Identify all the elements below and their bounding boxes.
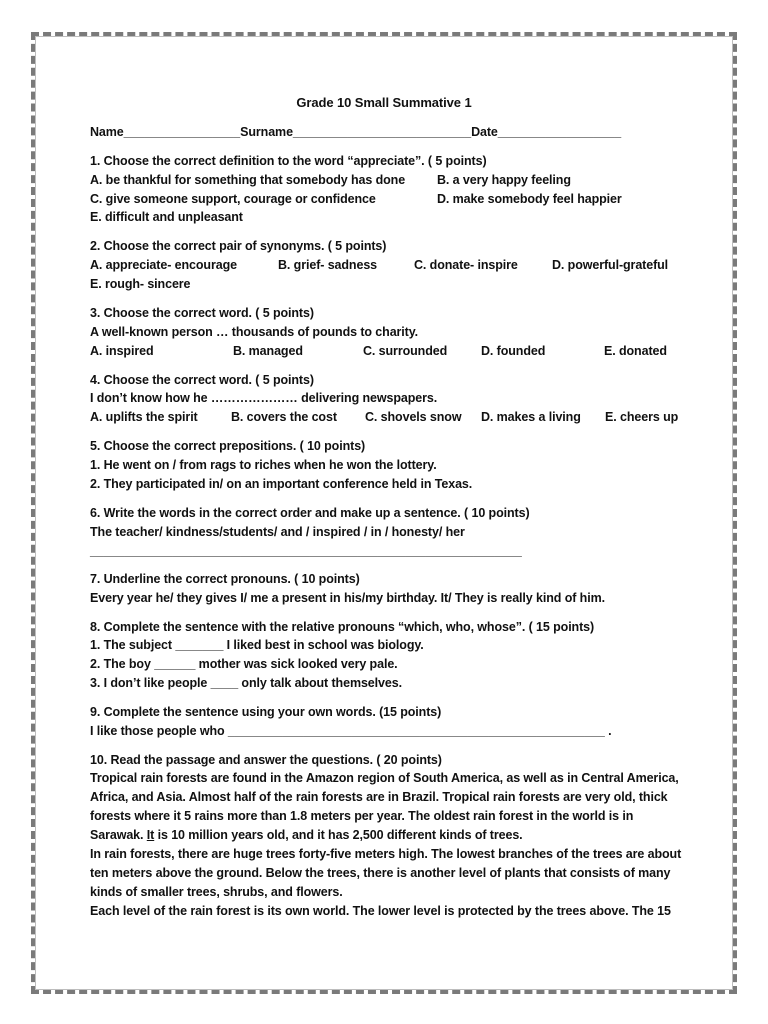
- q10-passage-line: Each level of the rain forest is its own world. The lower level is protected by the trees above. The 15: [90, 904, 671, 918]
- q4-option-e: E. cheers up: [605, 410, 679, 424]
- q10-passage-line: [90, 826, 523, 844]
- q1-option-a: A. be thankful for something that somebody has done: [90, 173, 406, 187]
- q10-passage-line: Tropical rain forests are found in the Amazon region of South America, as well as in Central America,: [90, 771, 679, 785]
- worksheet-title: Grade 10 Small Summative 1: [296, 95, 472, 110]
- q7-prompt: 7. Underline the correct pronouns. ( 10 points): [90, 572, 360, 586]
- q1-prompt: 1. Choose the correct definition to the word “appreciate”. ( 5 points): [90, 154, 487, 168]
- q6-words: The teacher/ kindness/students/ and / inspired / in / honesty/ her: [90, 525, 465, 539]
- q6-answer-blank: _______________________________________________________________: [90, 544, 522, 558]
- q2-option-b: B. grief- sadness: [278, 258, 378, 272]
- q2-option-c: C. donate- inspire: [414, 258, 518, 272]
- q10-underlined-word: It: [146, 828, 155, 842]
- q2-prompt: 2. Choose the correct pair of synonyms. ( 5 points): [90, 239, 387, 253]
- q2-option-e: E. rough- sincere: [90, 277, 191, 291]
- q1-option-b: B. a very happy feeling: [437, 173, 571, 187]
- q1-option-e: E. difficult and unpleasant: [90, 210, 243, 224]
- q8-prompt: 8. Complete the sentence with the relative pronouns “which, who, whose”. ( 15 points): [90, 620, 595, 634]
- q10-passage-line: kinds of smaller trees, shrubs, and flowers.: [90, 885, 343, 899]
- q4-option-b: B. covers the cost: [231, 410, 337, 424]
- q5-prompt: 5. Choose the correct prepositions. ( 10 points): [90, 439, 366, 453]
- q9-sentence: I like those people who _______________________________________________________ .: [90, 724, 612, 738]
- q3-option-b: B. managed: [233, 344, 303, 358]
- q9-prompt: 9. Complete the sentence using your own words. (15 points): [90, 705, 442, 719]
- q8-line-2: 2. The boy ______ mother was sick looked very pale.: [90, 657, 398, 671]
- q2-option-d: D. powerful-grateful: [552, 258, 669, 272]
- q5-line-1: 1. He went on / from rags to riches when he won the lottery.: [90, 458, 437, 472]
- q4-prompt: 4. Choose the correct word. ( 5 points): [90, 373, 314, 387]
- name-surname-date-line: Name_________________Surname__________________________Date__________________: [90, 125, 622, 139]
- q3-option-e: E. donated: [604, 344, 667, 358]
- q3-option-a: A. inspired: [90, 344, 154, 358]
- q3-option-c: C. surrounded: [363, 344, 448, 358]
- q1-option-c: C. give someone support, courage or confidence: [90, 192, 376, 206]
- q3-sentence: A well-known person … thousands of pounds to charity.: [90, 325, 419, 339]
- q5-line-2: 2. They participated in/ on an important conference held in Texas.: [90, 477, 473, 491]
- q4-option-d: D. makes a living: [481, 410, 581, 424]
- q10-prompt: 10. Read the passage and answer the questions. ( 20 points): [90, 753, 442, 767]
- q10-passage-line: ten meters above the ground. Below the trees, there is another level of plants that consists of many: [90, 866, 671, 880]
- q1-option-d: D. make somebody feel happier: [437, 192, 622, 206]
- q2-option-a: A. appreciate- encourage: [90, 258, 237, 272]
- q7-sentence: Every year he/ they gives I/ me a present in his/my birthday. It/ They is really kind of him.: [90, 591, 605, 605]
- q4-option-c: C. shovels snow: [365, 410, 462, 424]
- q4-option-a: A. uplifts the spirit: [90, 410, 198, 424]
- q10-passage-line: Africa, and Asia. Almost half of the rain forests are in Brazil. Tropical rain forests are very old, thick: [90, 790, 668, 804]
- q3-option-d: D. founded: [481, 344, 546, 358]
- q10-passage-line: forests where it 5 rains more than 1.8 meters per year. The oldest rain forest in the world is in: [90, 809, 634, 823]
- q3-prompt: 3. Choose the correct word. ( 5 points): [90, 306, 314, 320]
- q8-line-3: 3. I don’t like people ____ only talk about themselves.: [90, 676, 402, 690]
- q6-prompt: 6. Write the words in the correct order and make up a sentence. ( 10 points): [90, 506, 530, 520]
- q10-passage-text: Sarawak.: [90, 828, 144, 842]
- q10-passage-line: In rain forests, there are huge trees forty-five meters high. The lowest branches of the trees are about: [90, 847, 682, 861]
- q4-sentence: I don’t know how he ………………… delivering newspapers.: [90, 391, 438, 405]
- q10-passage-text: is 10 million years old, and it has 2,500 different kinds of trees.: [154, 828, 523, 842]
- q8-line-1: 1. The subject _______ I liked best in school was biology.: [90, 638, 424, 652]
